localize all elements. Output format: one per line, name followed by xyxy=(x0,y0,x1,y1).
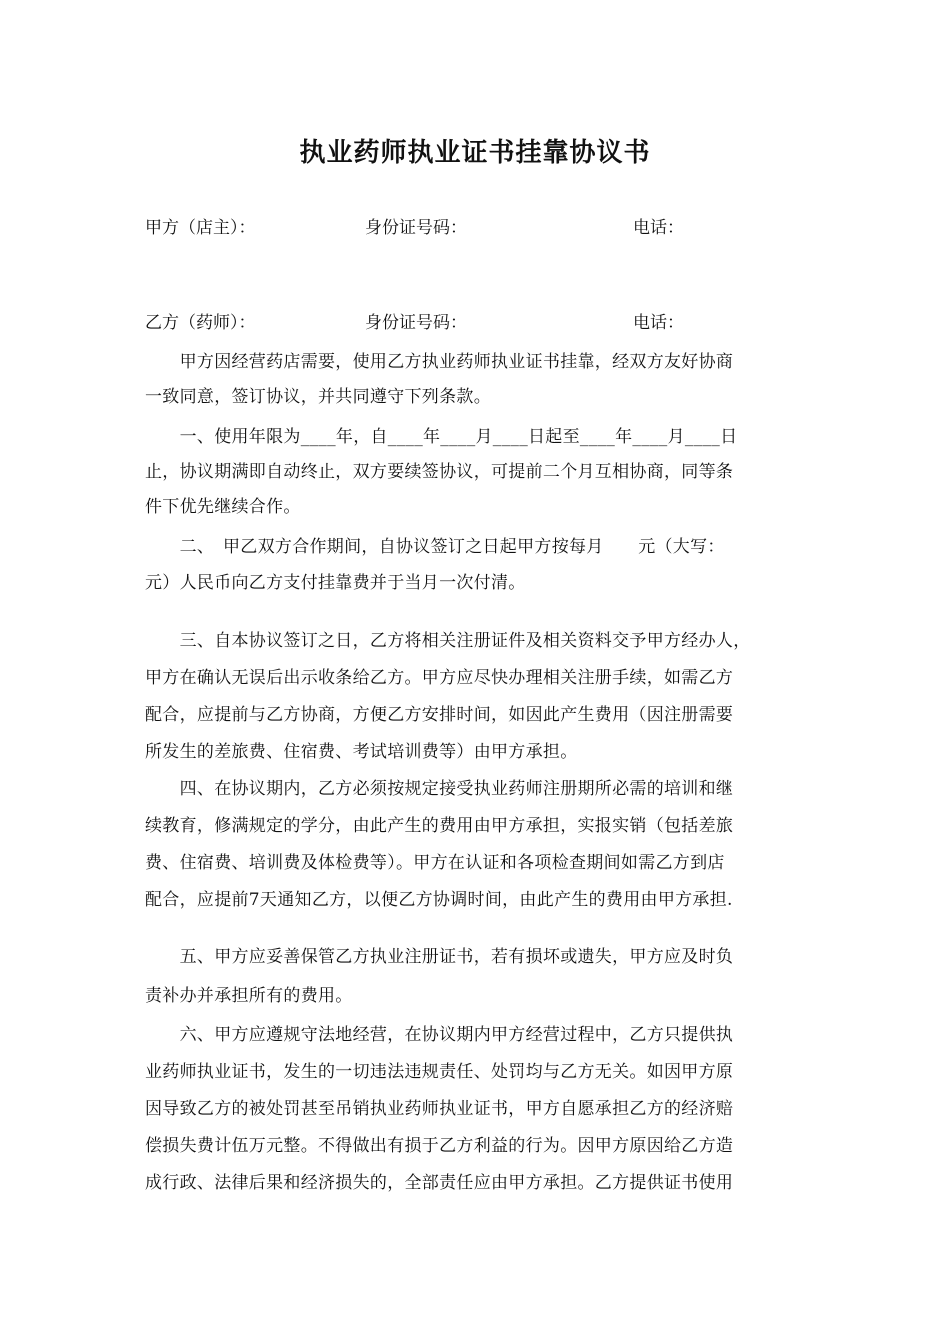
clause-6-line: 偿损失费计伍万元整。不得做出有损于乙方利益的行为。因甲方原因给乙方造 xyxy=(145,1136,734,1156)
party-b-phone-label: 电话： xyxy=(633,313,684,333)
clause-2-line: 元）人民币向乙方支付挂靠费并于当月一次付清。 xyxy=(145,573,526,593)
body-line: 甲方因经营药店需要，使用乙方执业药师执业证书挂靠，经双方友好协商 xyxy=(145,352,734,372)
clause-4-line: 四、在协议期内，乙方必须按规定接受执业药师注册期所必需的培训和继 xyxy=(145,779,734,799)
clause-3-line: 所发生的差旅费、住宿费、考试培训费等）由甲方承担。 xyxy=(145,742,578,762)
party-b-label: 乙方（药师）： xyxy=(145,313,256,333)
clause-5-line: 五、甲方应妥善保管乙方执业注册证书，若有损坏或遗失，甲方应及时负 xyxy=(145,947,734,967)
clause-3-line: 三、自本协议签订之日，乙方将相关注册证件及相关资料交予甲方经办人， xyxy=(145,631,751,651)
clause-3-line: 配合，应提前与乙方协商，方便乙方安排时间，如因此产生费用（因注册需要 xyxy=(145,705,734,725)
clause-6-line: 业药师执业证书，发生的一切违法违规责任、处罚均与乙方无关。如因甲方原 xyxy=(145,1062,734,1082)
party-a-label: 甲方（店主）： xyxy=(145,218,256,238)
clause-1-line: 一、使用年限为____年，自____年____月____日起至____年____月____日 xyxy=(145,427,738,447)
clause-1-line: 止，协议期满即自动终止，双方要续签协议，可提前二个月互相协商，同等条 xyxy=(145,462,734,482)
clause-2-line: 二、 甲乙双方合作期间，自协议签订之日起甲方按每月 元（大写： xyxy=(145,537,725,557)
clause-6-line: 六、甲方应遵规守法地经营，在协议期内甲方经营过程中，乙方只提供执 xyxy=(145,1025,734,1045)
party-a-phone-label: 电话： xyxy=(633,218,684,238)
clause-5-line: 责补办并承担所有的费用。 xyxy=(145,986,353,1006)
clause-1-line: 件下优先继续合作。 xyxy=(145,497,301,517)
clause-6-line: 成行政、法律后果和经济损失的，全部责任应由甲方承担。乙方提供证书使用 xyxy=(145,1173,734,1193)
body-line: 一致同意，签订协议，并共同遵守下列条款。 xyxy=(145,387,491,407)
clause-4-line: 费、住宿费、培训费及体检费等）。甲方在认证和各项检查期间如需乙方到店 xyxy=(145,853,725,873)
party-a-row xyxy=(145,213,825,243)
party-b-id-label: 身份证号码： xyxy=(365,313,467,333)
clause-3-line: 甲方在确认无误后出示收条给乙方。甲方应尽快办理相关注册手续，如需乙方 xyxy=(145,668,734,688)
document-title: 执业药师执业证书挂靠协议书 xyxy=(299,138,651,168)
party-a-id-label: 身份证号码： xyxy=(365,218,467,238)
clause-6-line: 因导致乙方的被处罚甚至吊销执业药师执业证书，甲方自愿承担乙方的经济赔 xyxy=(145,1099,734,1119)
clause-4-line: 续教育，修满规定的学分，由此产生的费用由甲方承担，实报实销（包括差旅 xyxy=(145,816,734,836)
party-b-row xyxy=(145,308,825,338)
clause-4-line: 配合，应提前7天通知乙方，以便乙方协调时间，由此产生的费用由甲方承担. xyxy=(145,890,733,910)
